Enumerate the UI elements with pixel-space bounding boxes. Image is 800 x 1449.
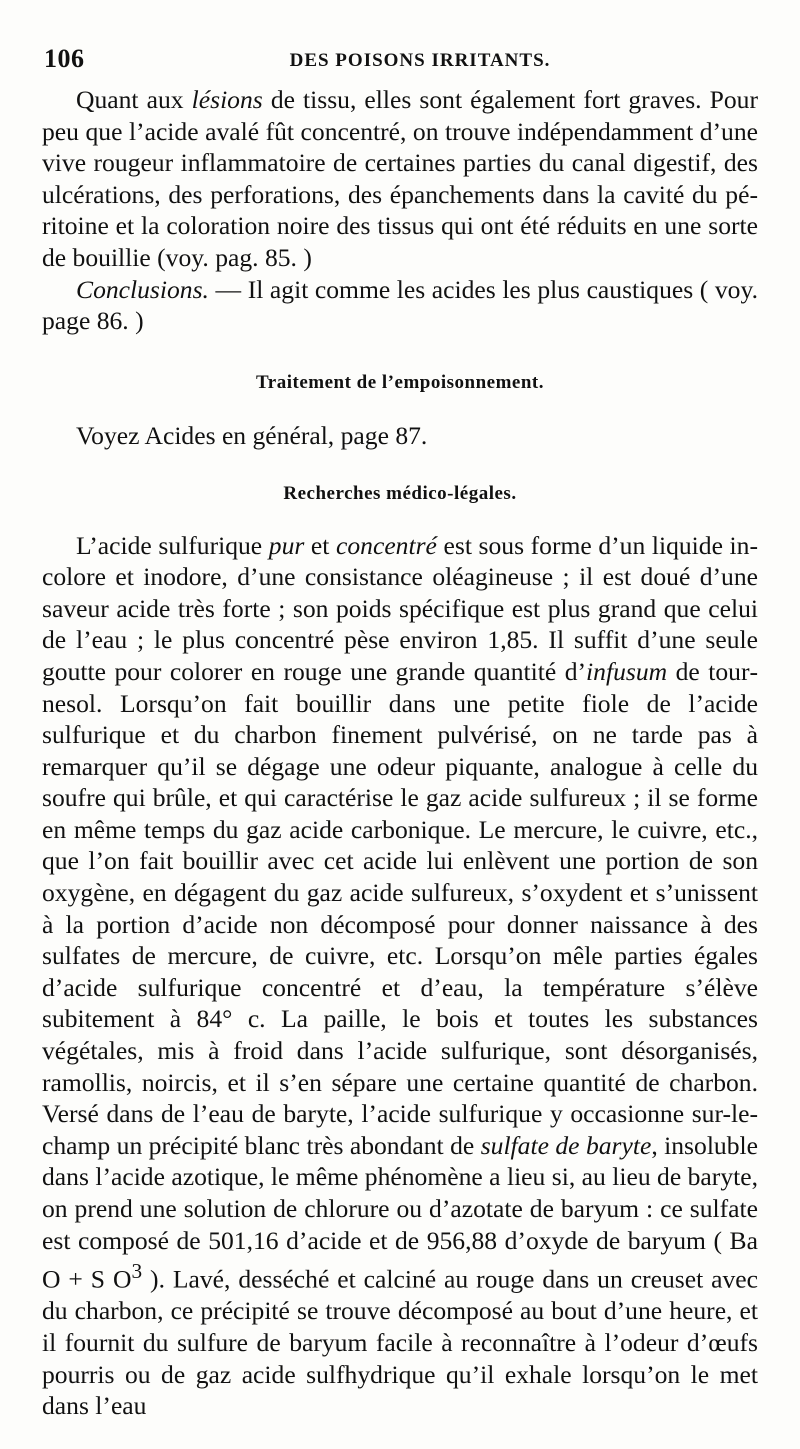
text-run: — Il agit comme les acides les plus caustiques ( voy. page 86. ) <box>42 274 758 336</box>
section-title-traitement: Traitement de l’empoisonnement. <box>256 371 544 393</box>
paragraph-recherches <box>42 530 758 1422</box>
paragraph-conclusions <box>42 274 758 337</box>
text-run: est sous forme d’un liquide incolore et inodore, d’une consistance oléagineuse ; il est doué d’une saveur acide très forte ; son poids spécifique est plus grand que celui de l’eau ; le plus concentré pèse environ 1,85. Il suffit d’une seule goutte pour colorer en rouge une grande quantité d’ <box>42 530 758 686</box>
paragraph-lesions <box>42 84 758 274</box>
text-run: L’acide sulfurique <box>76 530 269 560</box>
italic-term: pur <box>268 530 305 560</box>
text-run: de tissu, elles sont également fort graves. Pour peu que l’acide avalé fût concentré, on trouve indépendamment d’une vive rougeur inflammatoire de certaines parties du canal digestif, des ulcérations, des perforations, des épanchements dans la cavité du péritoine et la coloration noire des tissus qui ont été réduits en une sorte de bouillie (voy. pag. 85. ) <box>42 85 758 272</box>
italic-term: concentré <box>336 530 437 560</box>
text-run: ). Lavé, desséché et calciné au rouge dans un creuset avec du charbon, ce précipité se trouve décomposé au bout d’une heure, et il fournit du sulfure de baryum facile à reconnaître à l’odeur d’œufs pourris ou de gaz acide sulfhydrique qu’il exhale lorsqu’on le met dans l’eau <box>42 1264 758 1421</box>
page-body <box>42 84 758 1422</box>
section-title-recherches: Recherches médico-légales. <box>283 482 517 504</box>
running-head: DES POISONS IRRITANTS. <box>289 50 551 71</box>
text-run: Quant aux <box>76 85 192 114</box>
italic-term: lésions <box>191 85 263 114</box>
italic-term: infusum <box>586 656 668 686</box>
text-run: de tournesol. Lorsqu’on fait bouillir dans une petite fiole de l’acide sulfurique et du charbon finement pulvérisé, on ne tarde pas à remarquer qu’il se dégage une odeur piquante, analogue à celle du soufre qui brûle, et qui caractérise le gaz acide sulfureux ; il se forme en même temps du gaz acide carbonique. Le mercure, le cuivre, etc., que l’on fait bouillir avec cet acide lui enlèvent une portion de son oxygène, en dégagent du gaz acide sulfureux, s’oxydent et s’unissent à la portion d’acide non décomposé pour donner naissance à des sulfates de mercure, de cuivre, etc. Lorsqu’on mêle parties égales d’acide sulfurique concentré et d’eau, la température s’élève subitement à 84° c. La paille, le bois et toutes les substances végétales, mis à froid dans l’acide sulfurique, sont désorganisés, ramollis, noircis, et il s’en sépare une certaine quantité de charbon. Versé dans de l’eau de baryte, l’acide sulfurique y occasionne sur-le-champ un précipité blanc très abondant de <box>42 656 758 1160</box>
paragraph-voyez: Voyez Acides en général, page 87. <box>76 421 428 451</box>
superscript: 3 <box>131 1259 143 1284</box>
text-run: et <box>304 530 336 560</box>
page-number: 106 <box>44 44 85 73</box>
italic-term: sulfate de baryte <box>480 1130 652 1160</box>
italic-heading: Conclusions. <box>76 274 209 304</box>
page-header <box>40 44 760 80</box>
text-run: , insoluble dans l’acide azotique, le même phénomène a lieu si, au lieu de baryte, on prend une solution de chlorure ou d’azotate de baryum : ce sulfate est composé de 501,16 d’acide et de 956,88 d’oxyde de baryum ( Ba O + S O <box>42 1130 758 1294</box>
